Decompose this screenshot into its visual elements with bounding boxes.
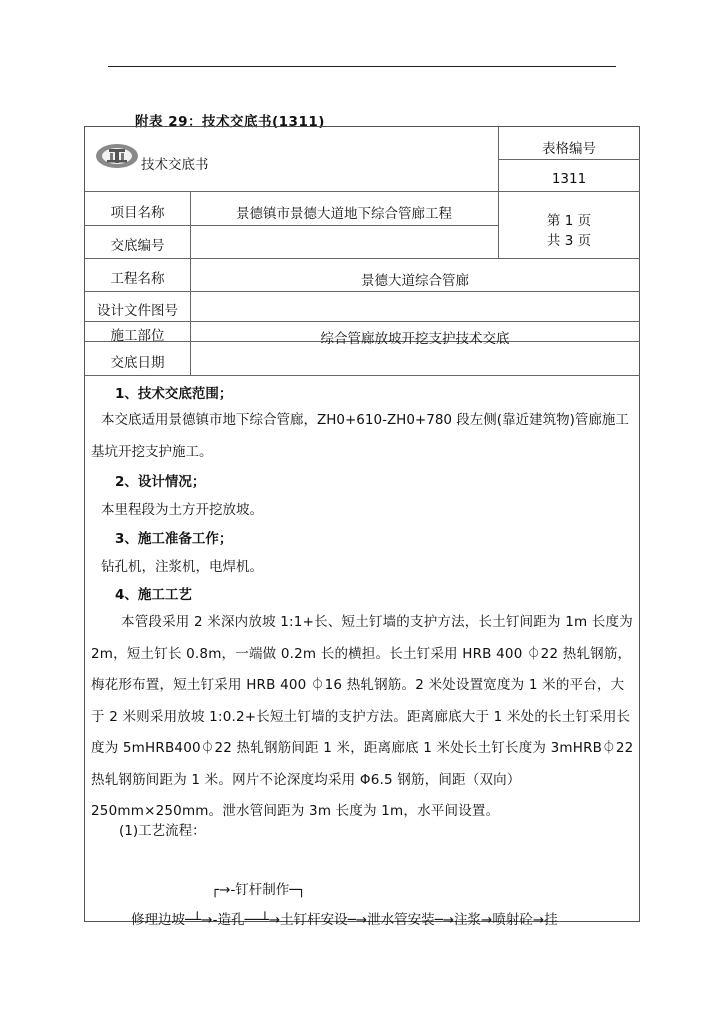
section-heading-1: 1、技术交底范围；: [115, 386, 233, 402]
section-heading-2: 2、设计情况；: [115, 474, 206, 490]
project-name-label: 项目名称: [110, 205, 165, 221]
location-label: 施工部位: [110, 328, 165, 344]
design-doc-label: 设计文件图号: [97, 303, 178, 319]
date-label: 交底日期: [110, 355, 165, 371]
form-no-label: 表格编号: [542, 141, 596, 157]
row-divider: [85, 225, 498, 226]
row-divider: [85, 258, 640, 259]
process-flow-branch: ┌→-钉杆制作─┐: [211, 882, 306, 898]
project-name: 景德镇市景德大道地下综合管廊工程: [236, 206, 452, 222]
row-divider: [85, 191, 640, 192]
section-paragraph-1: 本交底适用景德镇市地下综合管廊，ZH0+610-ZH0+780 段左侧(靠近建筑物)管廊施工基坑开挖支护施工。: [91, 412, 629, 460]
process-flow-heading: (1)工艺流程：: [119, 823, 206, 839]
disclosure-form-table: [84, 126, 640, 928]
section-heading-3: 3、施工准备工作；: [115, 531, 233, 547]
row-divider: [498, 159, 640, 160]
disclosure-no-label: 交底编号: [110, 238, 165, 254]
page-number: 第 1 页: [546, 213, 592, 229]
form-no: 1311: [551, 171, 587, 187]
process-flow-main: 修理边坡─┴→-造孔──┴→土钉杆安设─→泄水管安装─→注浆→喷射砼→挂: [131, 912, 558, 928]
railway-logo-icon: [95, 143, 139, 169]
section-paragraph-3: 钻孔机，注浆机，电焊机。: [101, 559, 263, 575]
section-heading-4: 4、施工工艺: [115, 587, 192, 603]
appendix-title: 附表 29：技术交底书(1311): [135, 114, 325, 130]
section-paragraph-2: 本里程段为土方开挖放坡。: [101, 502, 263, 518]
row-divider: [85, 321, 640, 322]
section-paragraph-4: 本管段采用 2 米深内放坡 1:1+长、短土钉墙的支护方法，长土钉间距为 1m 长度为 2m，短土钉长 0.8m，一端做 0.2m 长的横担。长土钉采用 HRB 400 ⏀22 热轧钢筋，梅花形布置，短土钉采用 HRB 400 ⏀16 热轧钢筋。2 米处设置宽度为 1 米的平台，大于 2 米则采用放坡 1:0.2+长短土钉墙的支护方法。距离廊底大于 1 米处的长土钉采用长度为 5mHRB400⏀22 热轧钢筋间距 1 米，距离廊底 1 米处长土钉长度为 3mHRB⏀22 热轧钢筋间距为 1 米。网片不论深度均采用 Φ6.5 钢筋，间距（双向）250mm×250mm。泄水管间距为 3m 长度为 1m，水平间设置。: [91, 614, 634, 819]
construction-location: 综合管廊放坡开挖支护技术交底: [320, 331, 510, 347]
header-rule: [108, 66, 616, 67]
row-divider: [85, 291, 640, 292]
row-divider: [85, 375, 640, 376]
work-name: 景德大道综合管廊: [361, 273, 469, 289]
page-total: 共 3 页: [546, 233, 592, 249]
work-name-label: 工程名称: [110, 271, 165, 287]
doc-title: 技术交底书: [141, 157, 209, 173]
